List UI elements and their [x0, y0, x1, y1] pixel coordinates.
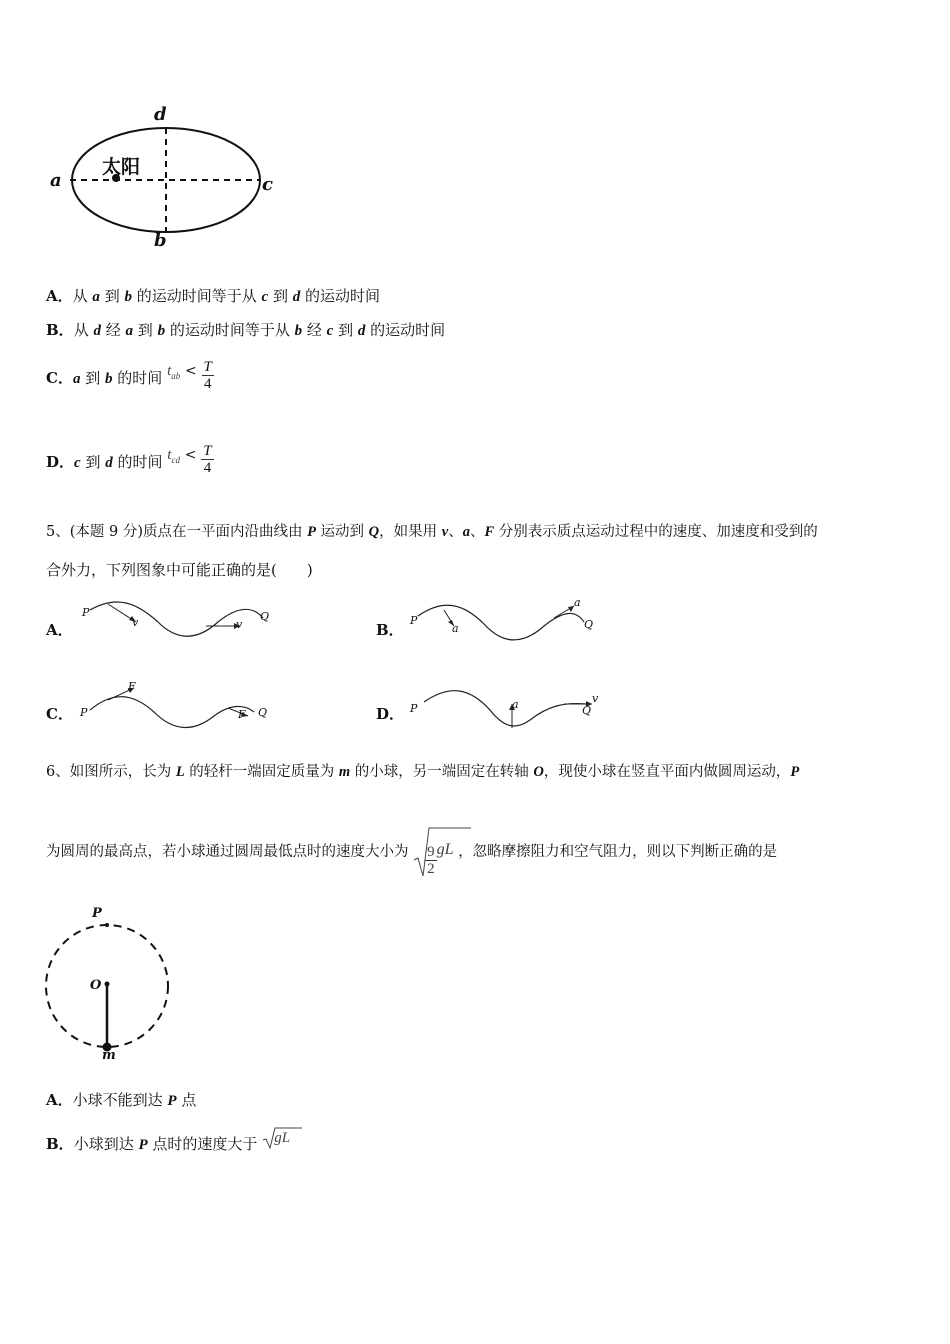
text: 、 — [469, 524, 485, 540]
text: 6、如图所示，长为 — [46, 764, 176, 780]
label-sun: 太阳 — [102, 156, 141, 178]
label-m: m — [102, 1048, 116, 1063]
option-letter: A． — [46, 1091, 73, 1109]
label-p: P — [410, 702, 418, 715]
text: 的运动时间 — [365, 321, 446, 339]
text: 到 — [133, 321, 158, 339]
q5-option-d-letter: D． — [376, 705, 405, 723]
curve-svg-a — [78, 596, 278, 646]
q5-option-b-figure[interactable] — [404, 596, 604, 652]
math-t: t — [167, 447, 172, 463]
var: d — [105, 455, 113, 471]
numerator: T — [203, 442, 212, 459]
text: ，如果用 — [379, 524, 442, 540]
text: 到 — [80, 369, 105, 387]
text: 的运动时间 — [300, 287, 381, 305]
var: b — [294, 323, 303, 339]
ellipse-orbit-figure — [40, 100, 280, 260]
q5-option-a-figure[interactable] — [78, 596, 278, 646]
curve-svg-d — [404, 680, 604, 736]
q4-option-c — [46, 356, 214, 400]
text: 到 — [99, 287, 125, 305]
label-b: b — [154, 230, 167, 251]
fraction-t-over-4 — [202, 359, 214, 392]
text: ，现使小球在竖直平面内做圆周运动， — [543, 764, 791, 780]
text: 到 — [333, 321, 358, 339]
denominator: 4 — [203, 459, 212, 476]
denominator: 2 — [427, 860, 435, 877]
var: c — [326, 323, 334, 339]
var: v — [441, 524, 449, 540]
math-t: t — [167, 363, 172, 379]
sqrt-9-over-2-gl — [413, 826, 453, 878]
text: 的轻杆一端固定质量为 — [184, 764, 339, 780]
label-q: Q — [584, 618, 594, 631]
var: P — [138, 1137, 148, 1153]
text: 、 — [448, 524, 463, 540]
var: d — [292, 289, 301, 305]
label-c: c — [262, 174, 273, 195]
circle-rod-figure — [40, 906, 180, 1066]
text: 的时间 — [112, 453, 163, 471]
var: c — [261, 289, 269, 305]
q5-option-d-figure[interactable] — [404, 680, 604, 736]
label-v: v — [592, 692, 599, 705]
q6-option-b — [46, 1126, 290, 1162]
label-q: Q — [582, 704, 592, 717]
var: O — [533, 764, 544, 780]
text: ，忽略摩擦阻力和空气阻力，则以下判断正确的是 — [458, 844, 778, 860]
q5-stem-line2: 合外力，下列图象中可能正确的是( ) — [46, 561, 313, 579]
circle-rod-svg — [40, 906, 180, 1066]
option-letter: A． — [46, 287, 73, 305]
curve-svg-c — [78, 680, 278, 736]
text: 到 — [268, 287, 293, 305]
var: b — [105, 371, 113, 387]
label-q: Q — [260, 610, 270, 623]
math-t-ab — [167, 363, 180, 379]
text: 为圆周的最高点，若小球通过圆周最低点时的速度大小为 — [46, 844, 409, 860]
text: 的时间 — [112, 369, 163, 387]
text: 到 — [80, 453, 106, 471]
option-letter: B． — [46, 1135, 74, 1153]
text: 的小球，另一端固定在转轴 — [350, 764, 534, 780]
text: 小球到达 — [73, 1135, 139, 1153]
text: 分别表示质点运动过程中的速度、加速度和受到的 — [494, 524, 818, 540]
label-a: a — [512, 698, 519, 711]
label-o: O — [90, 978, 102, 993]
math-sub: cd — [171, 455, 180, 465]
label-p: P — [92, 906, 102, 921]
text: 点时的速度大于 — [147, 1135, 258, 1153]
q5-option-a-letter: A． — [46, 621, 73, 639]
fraction-t-over-4 — [201, 443, 213, 476]
label-f: F — [128, 680, 136, 693]
gl-term: gL — [274, 1130, 291, 1146]
q4-option-a — [46, 286, 380, 307]
label-f: F — [238, 708, 246, 721]
q4-option-b — [46, 320, 445, 341]
q5-option-c-letter: C． — [46, 705, 73, 723]
label-v: v — [132, 616, 139, 629]
text: 点 — [176, 1091, 197, 1109]
fraction-9-over-2 — [425, 844, 437, 877]
var: a — [72, 371, 81, 387]
var: L — [175, 764, 185, 780]
var: P — [307, 524, 316, 540]
label-a: a — [50, 170, 62, 191]
less-than: < — [185, 363, 197, 379]
var: a — [125, 323, 134, 339]
option-letter: D． — [46, 453, 75, 471]
q5-option-b-letter: B． — [376, 621, 404, 639]
gl-term: gL — [436, 841, 454, 858]
q6-stem-line1 — [46, 762, 799, 782]
text: 从 — [73, 321, 94, 339]
text: 经 — [100, 321, 126, 339]
text: 从 — [72, 287, 93, 305]
label-a: a — [452, 622, 459, 635]
label-p: P — [82, 606, 90, 619]
less-than: < — [184, 447, 197, 463]
text: 经 — [302, 321, 327, 339]
q5-stem-line1 — [46, 522, 818, 542]
text: 的运动时间等于从 — [131, 287, 262, 305]
label-p: P — [80, 706, 88, 719]
label-d: d — [154, 104, 167, 125]
label-q: Q — [258, 706, 268, 719]
sqrt-gl — [262, 1126, 290, 1150]
label-a: a — [574, 596, 581, 609]
var: m — [338, 764, 351, 780]
var: P — [167, 1093, 177, 1109]
text: 5、(本题 9 分)质点在一平面内沿曲线由 — [46, 524, 308, 540]
q4-option-d — [46, 440, 214, 484]
numerator: 9 — [427, 843, 435, 860]
q6-option-a — [46, 1090, 196, 1111]
var: d — [357, 323, 366, 339]
label-v: v — [236, 618, 243, 631]
var: b — [124, 289, 132, 305]
text: 运动到 — [315, 524, 369, 540]
var: b — [157, 323, 166, 339]
math-sub: ab — [171, 371, 181, 381]
var: a — [92, 289, 100, 305]
denominator: 4 — [203, 375, 212, 392]
text: 的运动时间等于从 — [165, 321, 295, 339]
option-letter: B． — [46, 321, 74, 339]
var: c — [74, 455, 81, 471]
label-p: P — [410, 614, 418, 627]
math-t-cd — [167, 447, 180, 463]
numerator: T — [203, 358, 212, 375]
var: d — [93, 323, 101, 339]
text: 小球不能到达 — [72, 1091, 168, 1109]
q5-option-c-figure[interactable] — [78, 680, 278, 736]
var: a — [462, 524, 470, 540]
option-letter: C． — [46, 369, 73, 387]
q6-stem-line2 — [46, 822, 777, 882]
var: F — [484, 524, 495, 540]
var: Q — [368, 524, 380, 540]
var: P — [790, 764, 800, 780]
